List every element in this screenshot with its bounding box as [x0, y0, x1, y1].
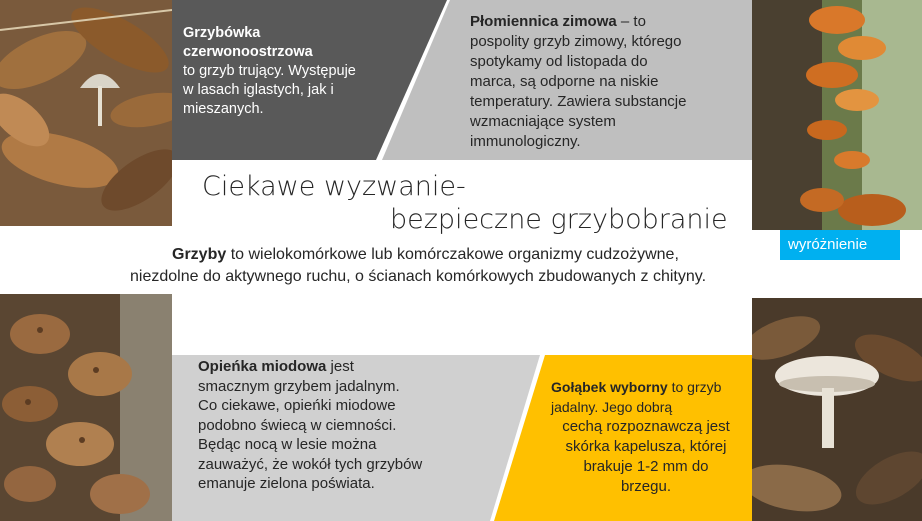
opienka-line: smacznym grzybem jadalnym. [198, 377, 400, 395]
grzybowka-line: mieszanych. [183, 101, 264, 117]
plomiennica-first-line [470, 12, 686, 32]
intro-bold: Grzyby [172, 246, 227, 263]
intro-line-2: niezdolne do aktywnego ruchu, o ścianach komórkowych zbudowanych z chityny. [130, 268, 707, 285]
golabek-name: Gołąbek wyborny [551, 379, 668, 395]
plomiennica-line: wzmacniające system [470, 113, 616, 130]
intro-rest: to wielokomórkowe lub komórczakowe organizmy cudzożywne, [226, 246, 679, 263]
plomiennica-line: marca, są odporne na niskie [470, 73, 659, 90]
grzybowka-name-line2: czerwonoostrzowa [183, 44, 313, 60]
box-opienka [198, 357, 422, 494]
opienka-line: zauważyć, że wokół tych grzybów [198, 455, 423, 473]
title-line-2: bezpieczne grzybobranie [390, 204, 728, 235]
opienka-line: Będąc nocą w lesie można [198, 436, 377, 453]
golabek-first-line [551, 377, 741, 397]
box-golabek [551, 377, 741, 497]
golabek-line: brzegu. [620, 478, 672, 495]
plomiennica-first-rest: – to [616, 13, 646, 30]
golabek-line: cechą rozpoznawczą jest [562, 418, 730, 435]
plomiennica-line: immunologiczny. [470, 133, 581, 150]
opienka-name: Opieńka miodowa [198, 358, 327, 375]
opienka-first-rest: jest [326, 358, 354, 375]
opienka-first-line [198, 357, 422, 377]
plomiennica-line: spotykamy od listopada do [470, 53, 648, 70]
box-grzybowka [183, 24, 356, 119]
golabek-line: jadalny. Jego dobrą [551, 399, 673, 415]
grzybowka-line: w lasach iglastych, jak i [183, 82, 334, 98]
grzybowka-name-line1: Grzybówka [183, 25, 261, 41]
opienka-line: Co ciekawe, opieńki miodowe [198, 397, 396, 414]
golabek-first-rest: to grzyb [667, 379, 722, 395]
highlight-badge-label: wyróżnienie [788, 236, 868, 253]
intro-line-1 [172, 245, 679, 265]
grzybowka-line: to grzyb trujący. Występuje [183, 63, 356, 79]
golabek-line: brakuje 1-2 mm do [583, 458, 709, 475]
plomiennica-line: pospolity grzyb zimowy, którego [470, 33, 682, 50]
golabek-line: skórka kapelusza, której [565, 438, 727, 455]
plomiennica-line: temperatury. Zawiera substancje [470, 93, 687, 110]
opienka-line: emanuje zielona poświata. [198, 475, 375, 492]
box-plomiennica [470, 12, 686, 152]
title-line-1: Ciekawe wyzwanie- [202, 171, 466, 202]
plomiennica-name: Płomiennica zimowa [470, 13, 617, 30]
opienka-line: podobno świecą w ciemności. [198, 416, 397, 434]
